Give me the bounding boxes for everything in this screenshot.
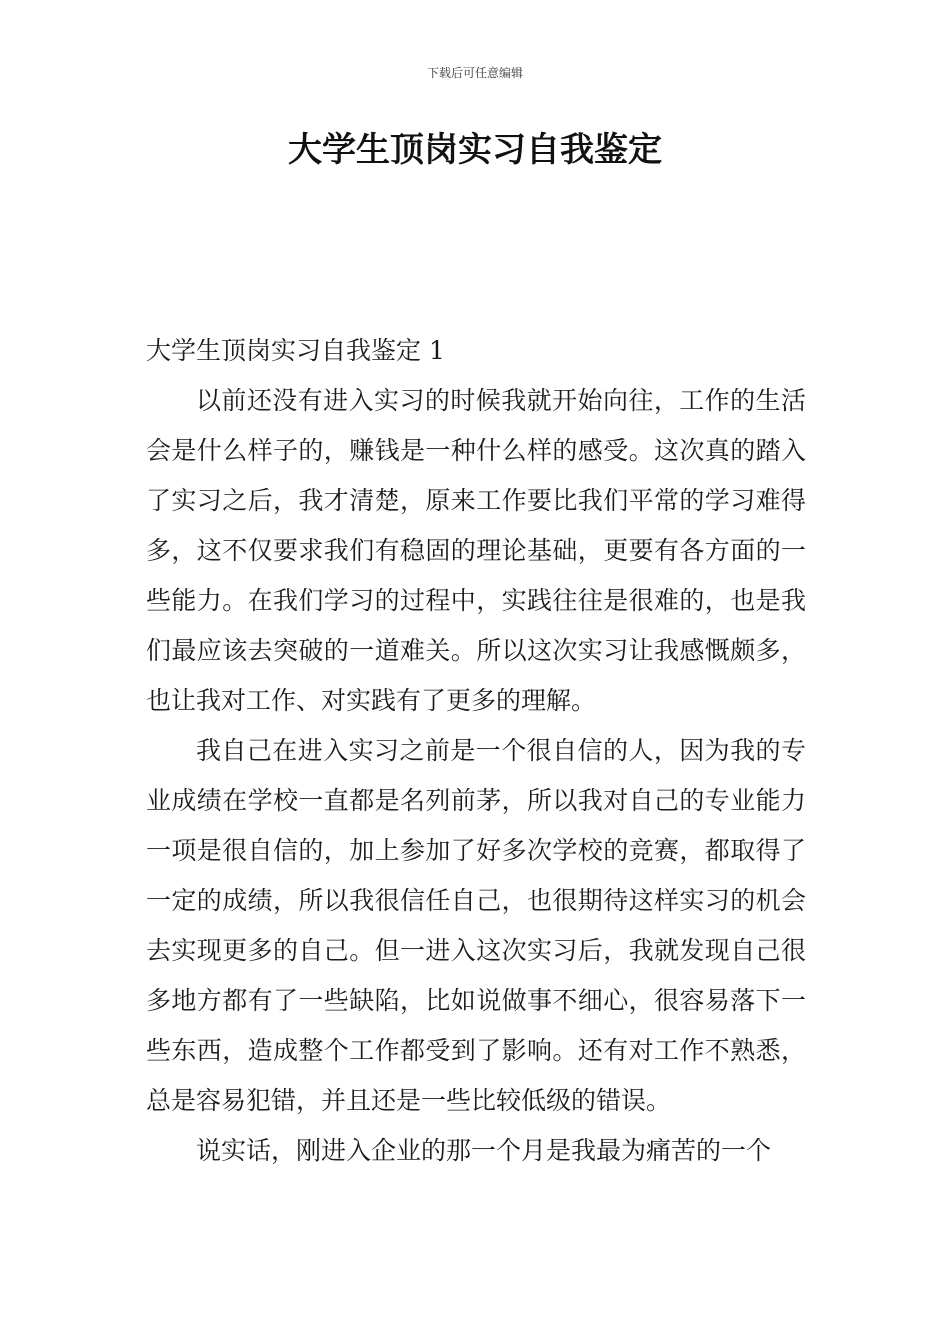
section-heading: 大学生顶岗实习自我鉴定 1 [146, 336, 445, 365]
document-body [146, 326, 806, 1176]
paragraph-3: 说实话，刚进入企业的那一个月是我最为痛苦的一个 [196, 1136, 772, 1165]
header-note: 下载后可任意编辑 [426, 66, 523, 80]
document-title: 大学生顶岗实习自我鉴定 [288, 130, 662, 170]
paragraph-2: 我自己在进入实习之前是一个很自信的人，因为我的专业成绩在学校一直都是名列前茅，所以我对自己的专业能力一项是很自信的，加上参加了好多次学校的竞赛，都取得了一定的成绩，所以我很信任自己，也很期待这样实习的机会去实现更多的自己。但一进入这次实习后，我就发现自己很多地方都有了一些缺陷，比如说做事不细心，很容易落下一些东西，造成整个工作都受到了影响。还有对工作不熟悉，总是容易犯错，并且还是一些比较低级的错误。 [146, 736, 806, 1115]
paragraph-1: 以前还没有进入实习的时候我就开始向往，工作的生活会是什么样子的，赚钱是一种什么样的感受。这次真的踏入了实习之后，我才清楚，原来工作要比我们平常的学习难得多，这不仅要求我们有稳固的理论基础，更要有各方面的一些能力。在我们学习的过程中，实践往往是很难的，也是我们最应该去突破的一道难关。所以这次实习让我感慨颇多，也让我对工作、对实践有了更多的理解。 [146, 386, 806, 715]
